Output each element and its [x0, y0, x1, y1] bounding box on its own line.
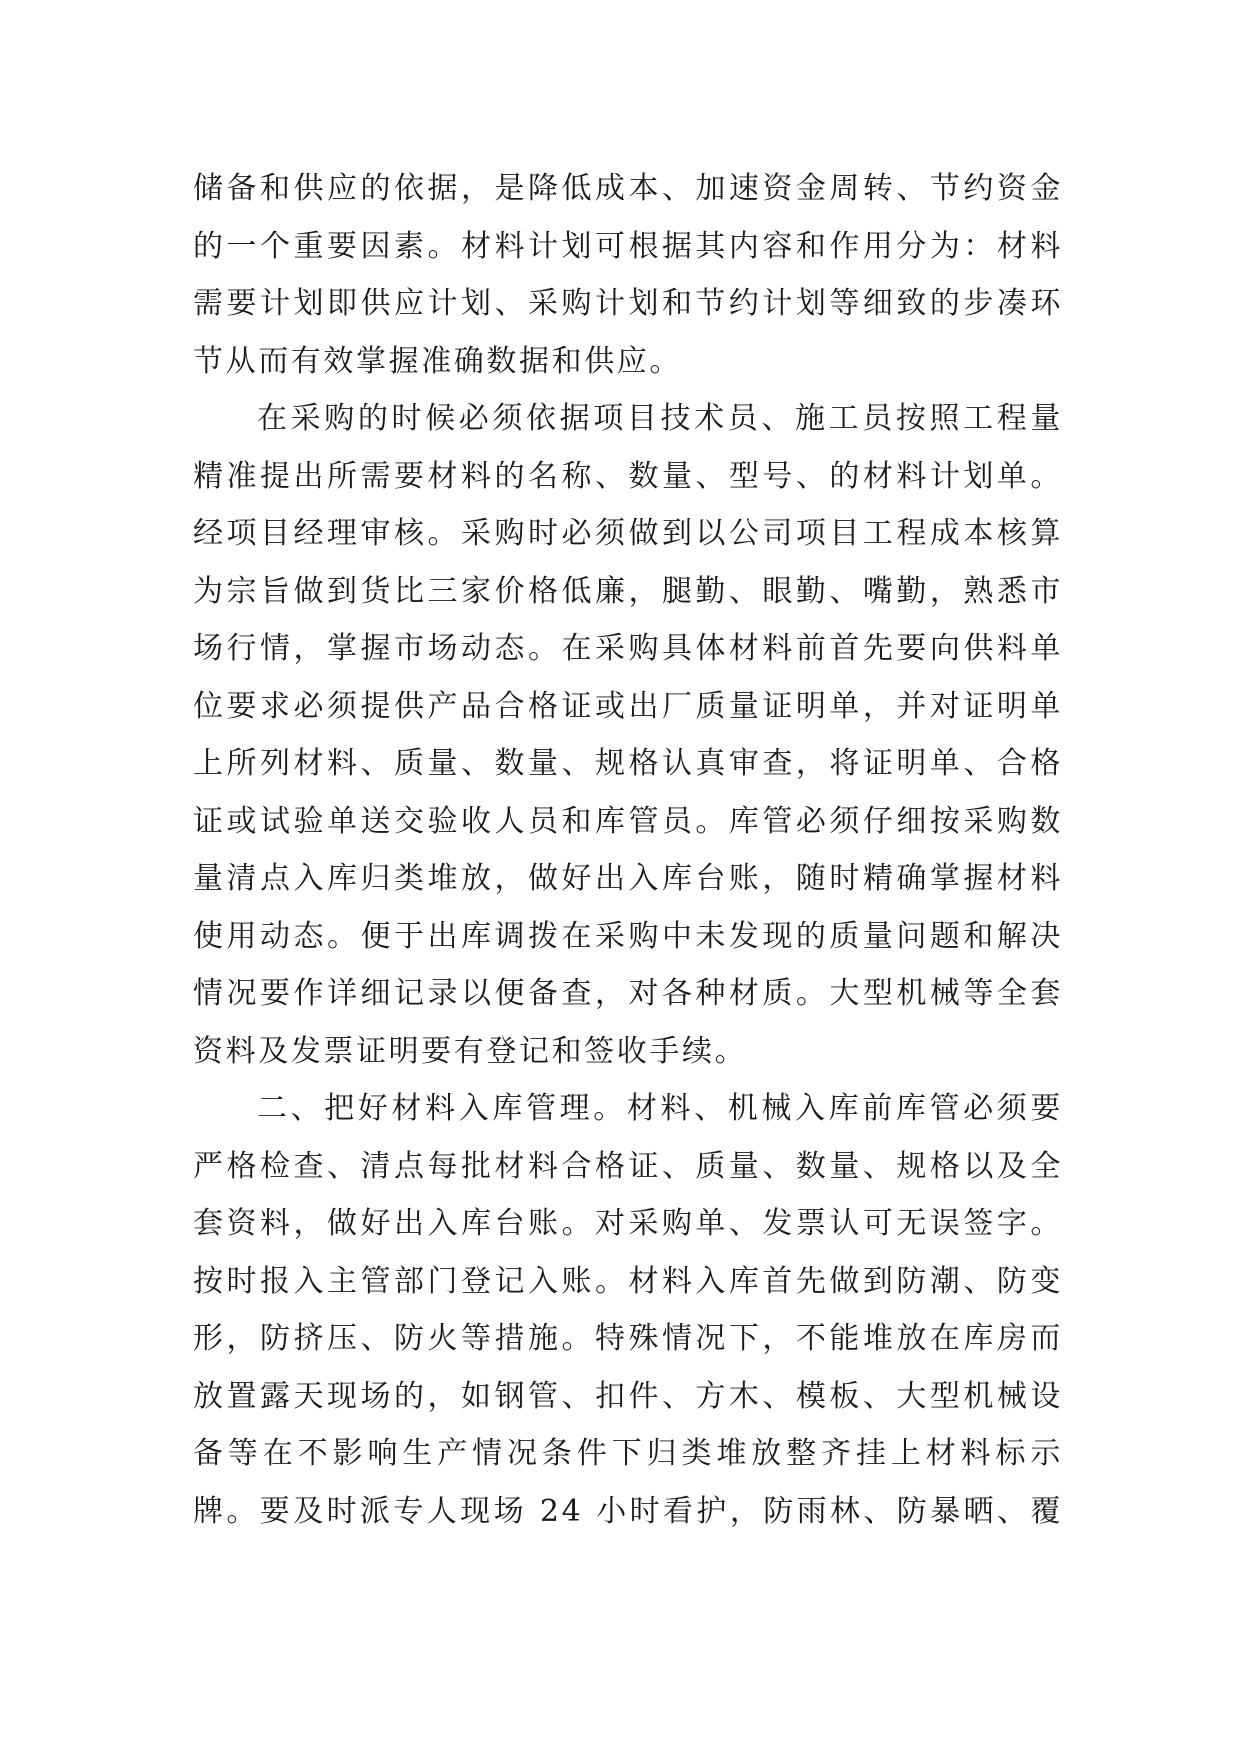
text-line: 位要求必须提供产品合格证或出厂质量证明单，并对证明单 [193, 688, 1063, 724]
text-line: 备等在不影响生产情况条件下归类堆放整齐挂上材料标示 [193, 1436, 1063, 1471]
text-line: 需要计划即供应计划、采购计划和节约计划等细致的步凑环 [193, 286, 1063, 321]
text-line: 资料及发票证明要有登记和签收手续。 [193, 1033, 748, 1069]
text-line: 精准提出所需要材料的名称、数量、型号、的材料计划单。 [193, 458, 1063, 494]
text-line: 牌。要及时派专人现场 24 小时看护，防雨林、防暴晒、覆 [193, 1493, 1063, 1529]
text-line: 二、把好材料入库管理。材料、机械入库前库管必须要 [257, 1091, 1063, 1126]
text-line: 按时报入主管部门登记入账。材料入库首先做到防潮、防变 [193, 1263, 1063, 1299]
text-line: 量清点入库归类堆放，做好出入库台账，随时精确掌握材料 [193, 861, 1063, 896]
text-line: 在采购的时候必须依据项目技术员、施工员按照工程量 [257, 401, 1063, 436]
text-line: 使用动态。便于出库调拨在采购中未发现的质量问题和解决 [193, 918, 1063, 954]
text-line: 场行情，掌握市场动态。在采购具体材料前首先要向供料单 [193, 631, 1063, 666]
document-body [193, 160, 1063, 1540]
text-line: 为宗旨做到货比三家价格低廉，腿勤、眼勤、嘴勤，熟悉市 [193, 573, 1063, 609]
text-line: 严格检查、清点每批材料合格证、质量、数量、规格以及全 [193, 1148, 1063, 1184]
text-line: 节从而有效掌握准确数据和供应。 [193, 343, 682, 379]
text-line: 经项目经理审核。采购时必须做到以公司项目工程成本核算 [193, 516, 1063, 551]
text-line: 形，防挤压、防火等措施。特殊情况下，不能堆放在库房而 [193, 1321, 1063, 1356]
text-line: 上所列材料、质量、数量、规格认真审查，将证明单、合格 [193, 746, 1063, 781]
text-line: 套资料，做好出入库台账。对采购单、发票认可无误签字。 [193, 1206, 1063, 1241]
text-line: 储备和供应的依据，是降低成本、加速资金周转、节约资金 [193, 171, 1063, 206]
text-line: 证或试验单送交验收人员和库管员。库管必须仔细按采购数 [193, 803, 1063, 839]
text-line: 的一个重要因素。材料计划可根据其内容和作用分为：材料 [193, 228, 1063, 264]
text-line: 放置露天现场的，如钢管、扣件、方木、模板、大型机械设 [193, 1378, 1063, 1414]
text-line: 情况要作详细记录以便备查，对各种材质。大型机械等全套 [193, 976, 1063, 1011]
